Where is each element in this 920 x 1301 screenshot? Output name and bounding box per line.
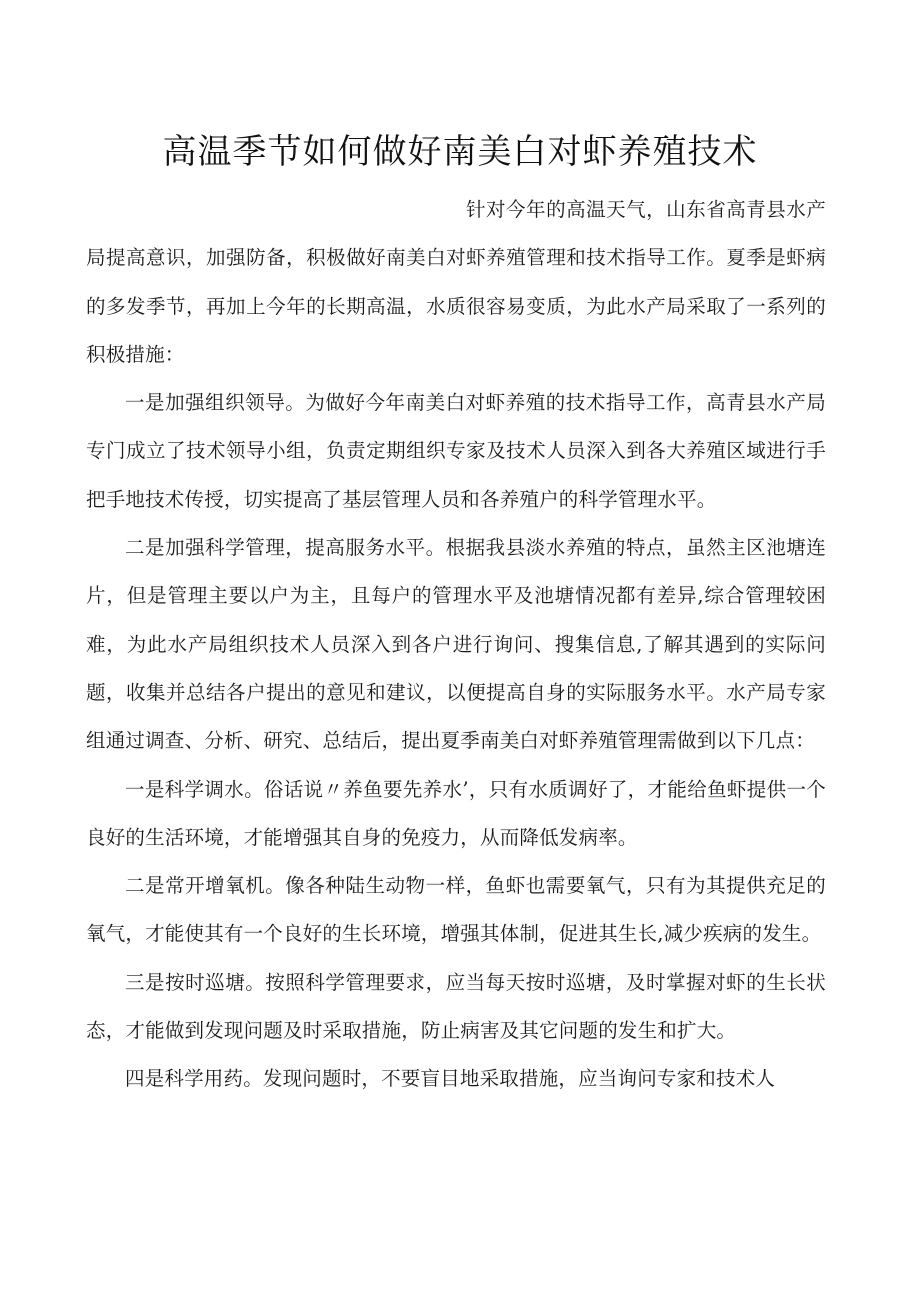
point-paragraph-3: 三是按时巡塘。按照科学管理要求，应当每天按时巡塘，及时掌握对虾的生长状态，才能做到发现问题及时采取措施，防止病害及其它问题的发生和扩大。: [86, 970, 826, 1043]
point-paragraph-4: 四是科学用药。发现问题时，不要盲目地采取措施，应当询问专家和技术人: [125, 1067, 776, 1091]
intro-paragraph: 针对今年的高温天气，山东省高青县水产局提高意识，加强防备，积极做好南美白对虾养殖管理和技术指导工作。夏季是虾病的多发季节，再加上今年的长期高温，水质很容易变质，为此水产局采取了一系列的积极措施：: [86, 198, 826, 366]
point-paragraph-1: 一是科学调水。俗话说〃养鱼要先养水’，只有水质调好了，才能给鱼虾提供一个良好的生活环境，才能增强其自身的免疫力，从而降低发病率。: [86, 777, 826, 849]
document-title: 高温季节如何做好南美白对虾养殖技术: [162, 132, 758, 172]
point-paragraph-2: 二是常开增氧机。像各种陆生动物一样，鱼虾也需要氧气，只有为其提供充足的氧气，才能使其有一个良好的生长环境，增强其体制，促进其生长,减少疾病的发生。: [86, 874, 826, 946]
document-body: [86, 186, 826, 1104]
measure-paragraph-2: 二是加强科学管理，提高服务水平。根据我县淡水养殖的特点，虽然主区池塘连片，但是管理主要以户为主，且每户的管理水平及池塘情况都有差异,综合管理较困难，为此水产局组织技术人员深入到各户进行询问、搜集信息,了解其遇到的实际问题，收集并总结各户提出的意见和建议，以便提高自身的实际服务水平。水产局专家组通过调查、分析、研究、总结后，提出夏季南美白对虾养殖管理需做到以下几点：: [86, 536, 826, 753]
measure-paragraph-1: 一是加强组织领导。为做好今年南美白对虾养殖的技术指导工作，高青县水产局专门成立了技术领导小组，负责定期组织专家及技术人员深入到各大养殖区域进行手把手地技术传授，切实提高了基层管理人员和各养殖户的科学管理水平。: [86, 391, 826, 511]
